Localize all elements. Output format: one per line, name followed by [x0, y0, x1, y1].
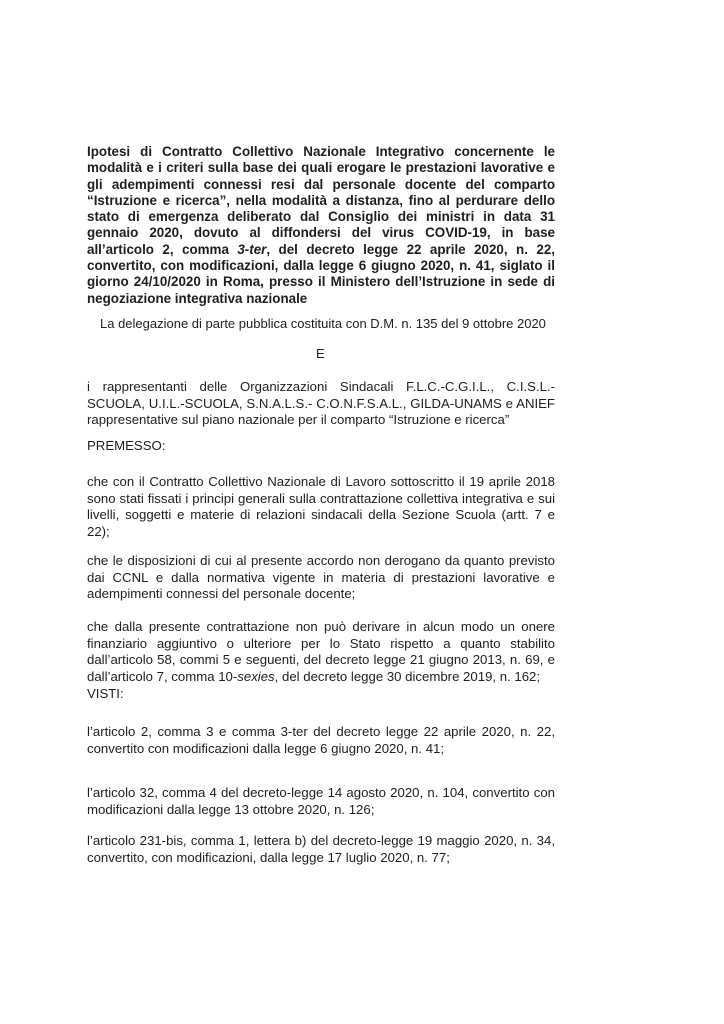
- p3-italic: sexies: [237, 668, 275, 684]
- premesso-paragraph-3: [87, 619, 555, 685]
- conjunction: E: [316, 346, 325, 361]
- visti-paragraph-3: l’articolo 231-bis, comma 1, lettera b) del decreto-legge 19 maggio 2020, n. 34, convertito, con modificazioni, dalla legge 17 luglio 2020, n. 77;: [87, 833, 555, 865]
- visti-paragraph-2: l’articolo 32, comma 4 del decreto-legge 14 agosto 2020, n. 104, convertito con modificazioni dalla legge 13 ottobre 2020, n. 126;: [87, 785, 555, 817]
- title-italic: 3-ter: [237, 241, 267, 257]
- visti-paragraph-1: l’articolo 2, comma 3 e comma 3-ter del decreto legge 22 aprile 2020, n. 22, convertito con modificazioni dalla legge 6 giugno 2020, n. 41;: [87, 724, 555, 756]
- delegation-line: La delegazione di parte pubblica costituita con D.M. n. 135 del 9 ottobre 2020: [100, 316, 546, 331]
- visti-heading: VISTI:: [87, 686, 124, 701]
- p3-text-end: , del decreto legge 30 dicembre 2019, n. 162;: [274, 668, 541, 684]
- p3-text: che dalla presente contrattazione non può derivare in alcun modo un onere finanziario aggiuntivo o ulteriore per lo Stato rispetto a quanto stabilito dall’articolo 58, commi 5 e seguenti, del decreto legge 21 giugno 2013, n. 69, e dall’articolo 7, comma 10-: [87, 619, 555, 684]
- premesso-paragraph-2: che le disposizioni di cui al presente accordo non derogano da quanto previsto dai CCNL e dalla normativa vigente in materia di prestazioni lavorative e adempimenti connessi del personale docente;: [87, 553, 555, 602]
- premesso-heading: PREMESSO:: [87, 438, 166, 453]
- document-title: [87, 144, 555, 307]
- representatives-paragraph: i rappresentanti delle Organizzazioni Sindacali F.L.C.-C.G.I.L., C.I.S.L.-SCUOLA, U.I.L.-SCUOLA, S.N.A.L.S.- C.O.N.F.S.A.L., GILDA-UNAMS e ANIEF rappresentative sul piano nazionale per il comparto “Istruzione e ricerca”: [87, 379, 555, 428]
- title-text-end: , del decreto legge 22 aprile 2020, n. 22, convertito, con modificazioni, dalla legge 6 giugno 2020, n. 41, siglato il giorno 24/10/2020 in Roma, presso il Ministero dell’Istruzione in sede di negoziazione integrativa nazionale: [87, 241, 555, 306]
- title-text: Ipotesi di Contratto Collettivo Nazionale Integrativo concernente le modalità e i criteri sulla base dei quali erogare le prestazioni lavorative e gli adempimenti connessi resi dal personale docente del comparto “Istruzione e ricerca”, nella modalità a distanza, fino al perdurare dello stato di emergenza deliberato dal Consiglio dei ministri in data 31 gennaio 2020, dovuto al diffondersi del virus COVID-19, in base all’articolo 2, comma: [87, 144, 555, 257]
- premesso-paragraph-1: che con il Contratto Collettivo Nazionale di Lavoro sottoscritto il 19 aprile 2018 sono stati fissati i principi generali sulla contrattazione collettiva integrativa e sui livelli, soggetti e materie di relazioni sindacali della Sezione Scuola (artt. 7 e 22);: [87, 474, 555, 539]
